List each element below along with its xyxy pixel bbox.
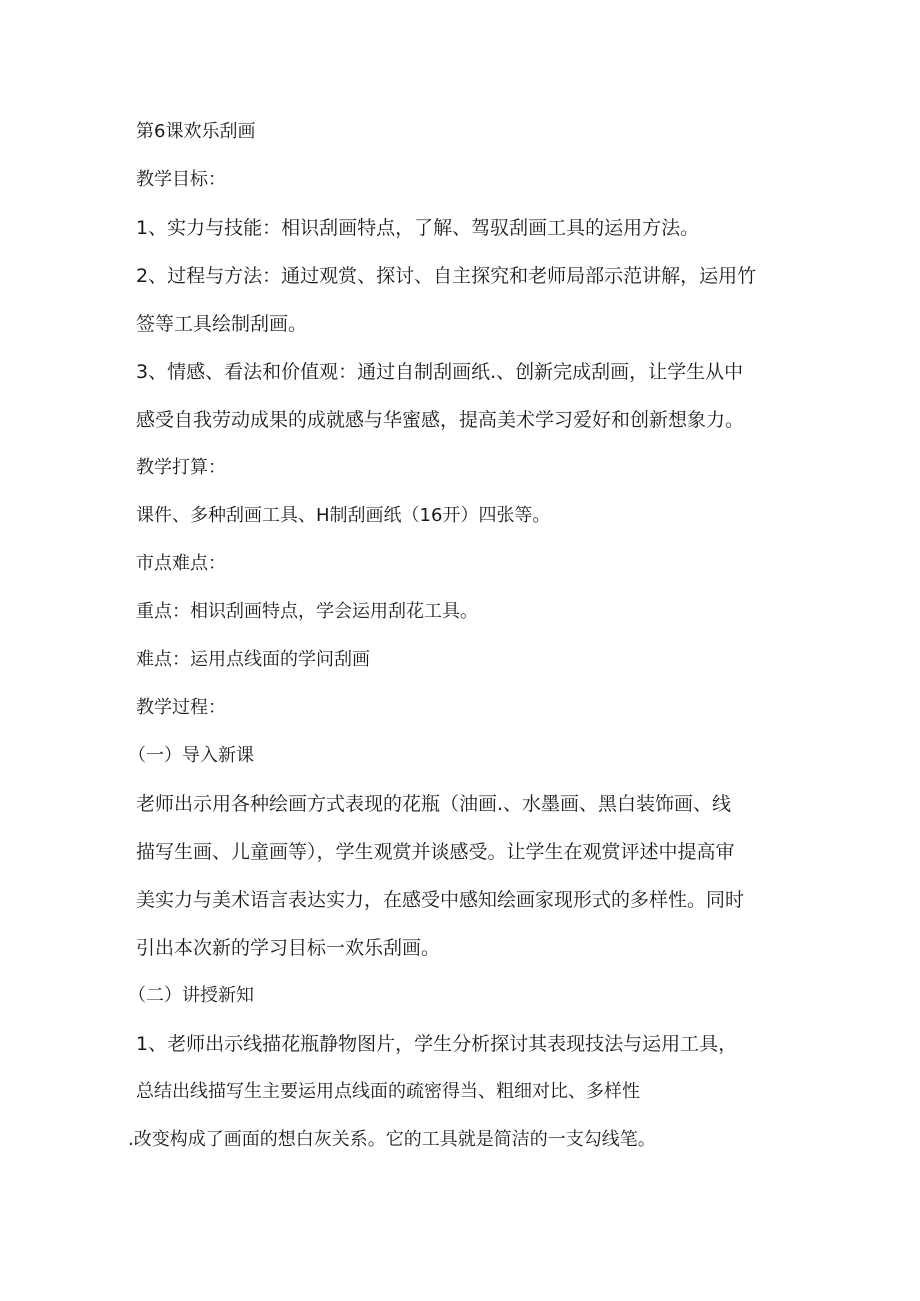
paragraph-knowledge-2: 总结出线描写生主要运用点线面的疏密得当、粗细对比、多样性 [136,1081,640,1102]
objective-3: 3、情感、看法和价值观：通过自制刮画纸.、创新完成刮画，让学生从中 [136,361,744,383]
section-heading-process: 教学过程： [136,697,226,718]
section-heading-objectives: 教学目标： [136,169,226,190]
subsection-introduction: （一）导入新课 [128,745,254,766]
paragraph-intro-2: 描写生画、儿童画等），学生观赏并谈感受。让学生在观赏评述中提高审 [136,841,735,863]
objective-2: 2、过程与方法：通过观赏、探讨、自主探究和老师局部示范讲解，运用竹 [136,265,757,287]
paragraph-intro-1: 老师出示用各种绘画方式表现的花瓶（油画.、水墨画、黑白装饰画、线 [136,793,732,815]
objective-1: 1、实力与技能：相识刮画特点，了解、驾驭刮画工具的运用方法。 [136,217,700,239]
section-heading-key-points: 市点难点： [136,553,226,574]
paragraph-knowledge-3: .改变构成了画面的想白灰关系。它的工具就是简洁的一支勾线笔。 [128,1129,656,1150]
objective-2-cont: 签等工具绘制刮画。 [136,313,308,335]
objective-3-cont: 感受自我劳动成果的成就感与华蜜感，提高美术学习爱好和创新想象力。 [136,409,745,431]
paragraph-intro-3: 美实力与美术语言表达实力，在感受中感知绘画家现形式的多样性。同时 [136,889,745,911]
paragraph-knowledge-1: 1、老师出示线描花瓶静物图片，学生分析探讨其表现技法与运用工具， [136,1033,738,1055]
lesson-title: 第6课欢乐刮画 [136,121,256,142]
difficult-point: 难点：运用点线面的学问刮画 [136,649,370,670]
preparation-materials: 课件、多种刮画工具、H制刮画纸（16开）四张等。 [136,505,551,526]
key-point: 重点：相识刮画特点，学会运用刮花工具。 [136,601,478,622]
paragraph-intro-4: 引出本次新的学习目标一欢乐刮画。 [136,937,441,959]
section-heading-preparation: 教学打算： [136,457,226,478]
subsection-new-knowledge: （二）讲授新知 [128,985,254,1006]
